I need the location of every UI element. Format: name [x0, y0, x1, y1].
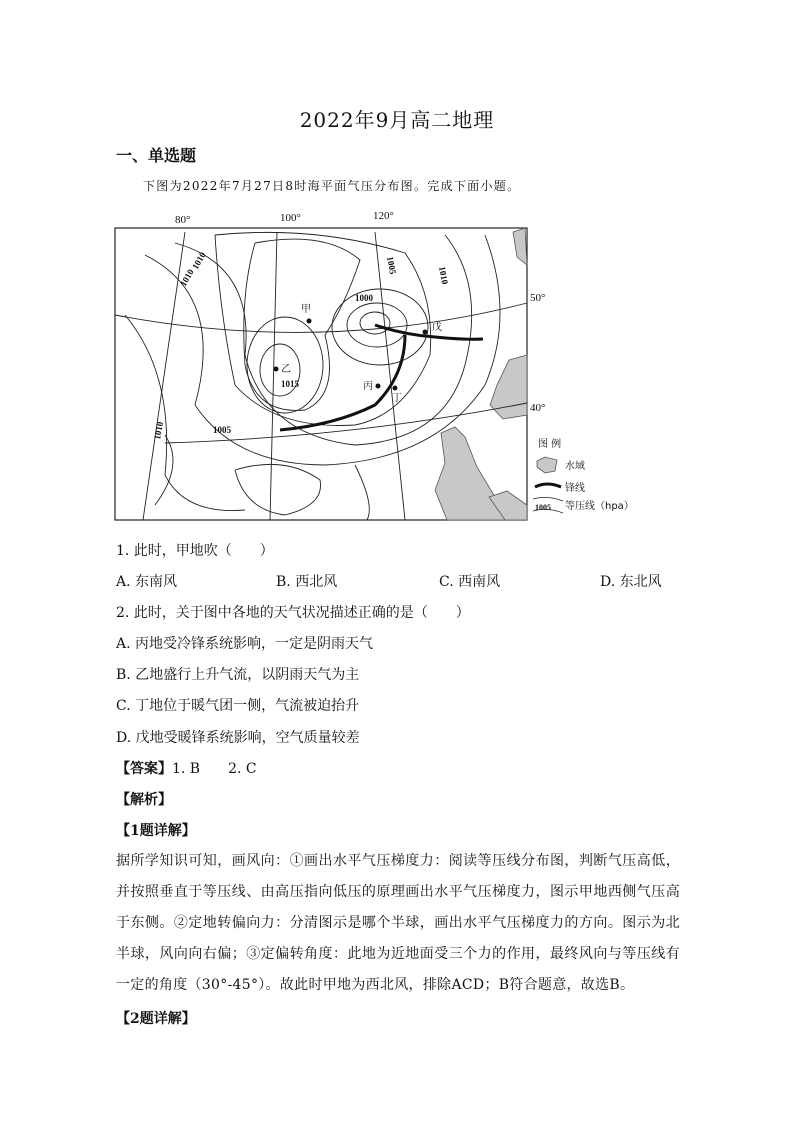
map-legend — [533, 437, 634, 513]
isobar-label: 1005 — [385, 255, 399, 276]
isobar-label: 1015 — [281, 379, 299, 389]
analysis-label: 【解析】 — [116, 792, 172, 808]
intro-text: 下图为2022年7月27日8时海平面气压分布图。完成下面小题。 — [143, 179, 521, 193]
isobar-label: 1010 — [437, 265, 451, 286]
isobar-label: 1000 — [355, 293, 373, 303]
question-2-stem: 2. 此时，关于图中各地的天气状况描述正确的是（ ） — [116, 605, 470, 621]
lon-label: 120° — [373, 210, 394, 222]
question-1-option-b: B. 西北风 — [276, 574, 338, 590]
answer-line — [116, 758, 257, 778]
place-label-yi: 乙 — [281, 364, 291, 375]
front-lines — [280, 325, 483, 430]
legend-isobar-value: 1005 — [535, 503, 551, 512]
question-2-option-b: B. 乙地盛行上升气流，以阴雨天气为主 — [116, 667, 360, 683]
legend-title: 图 例 — [538, 439, 562, 450]
question-1-option-c: C. 西南风 — [439, 574, 501, 590]
place-label-bing: 丙 — [363, 381, 373, 392]
question-2-option-c: C. 丁地位于暖气团一侧，气流被迫抬升 — [116, 698, 360, 714]
question-2-option-a: A. 丙地受冷锋系统影响，一定是阴雨天气 — [116, 636, 374, 652]
place-label-wu: 戊 — [432, 322, 442, 333]
answer-text: 1. B 2. C — [172, 761, 257, 777]
isobar-label: 1010 — [190, 250, 208, 271]
lon-label: 100° — [280, 212, 301, 224]
legend-front-swatch — [535, 484, 561, 487]
isobar-label: 1010 — [178, 267, 196, 288]
question-1-option-d: D. 东北风 — [600, 574, 662, 590]
page-title: 2022年9月高二地理 — [299, 108, 495, 132]
legend-water-label: 水域 — [565, 461, 585, 472]
section-heading: 一、单选题 — [116, 146, 197, 165]
legend-front-label: 锋线 — [565, 483, 585, 494]
lat-label: 50° — [530, 292, 546, 304]
question-1-stem: 1. 此时，甲地吹（ ） — [116, 543, 274, 559]
answer-label: 【答案】 — [116, 761, 172, 777]
legend-isobar-label: 等压线（hpa） — [565, 501, 634, 512]
question-2-option-d: D. 戊地受暖锋系统影响，空气质量较差 — [116, 730, 360, 746]
place-label-jia: 甲 — [301, 304, 311, 315]
lat-label: 40° — [530, 402, 546, 414]
lon-label: 80° — [175, 214, 191, 226]
place-label-ding: 丁 — [392, 393, 402, 404]
legend-water-swatch — [537, 457, 557, 473]
isobar-label: 1010 — [152, 420, 166, 441]
detail-1-label: 【1题详解】 — [116, 823, 196, 839]
pressure-map — [105, 205, 665, 525]
detail-1-body: 据所学知识可知，画风向：①画出水平气压梯度力：阅读等压线分布图，判断气压高低，并按照垂直于等压线、由高压指向低压的原理画出水平气压梯度力，图示甲地西侧气压高于东侧。②定地转偏向力：分清图示是哪个半球，画出水平气压梯度力的方向。图示为北半球，风向向右偏；③定偏转角度：此地为近地面受三个力的作用，最终风向与等压线有一定的角度（30°-45°）。故此时甲地为西北风，排除ACD；B符合题意，故选B。 — [116, 853, 680, 993]
question-1-option-a: A. 东南风 — [116, 574, 178, 590]
detail-2-label: 【2题详解】 — [116, 1011, 196, 1027]
isobar-label: 1005 — [213, 425, 231, 435]
